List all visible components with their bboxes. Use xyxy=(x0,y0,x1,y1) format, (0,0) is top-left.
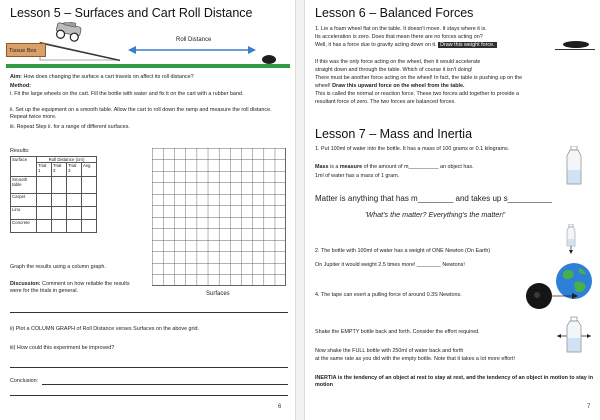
table-line xyxy=(555,49,595,50)
l7-line-4: 4. The tape can exert a pulling force of around 0.3S Newtons. xyxy=(315,292,462,298)
row-label: Smooth table xyxy=(11,177,37,194)
method-step-1: i. Fit the large wheels on the cart. Fill the bottle with water and fix it on the cart with a rubber band. xyxy=(10,91,244,97)
foam-wheel-icon xyxy=(563,41,589,48)
measure-term: measure xyxy=(339,164,363,170)
discussion-label: Discussion: xyxy=(10,281,41,287)
lesson-7-title: Lesson 7 – Mass and Inertia xyxy=(315,127,473,141)
row-label: Carpet xyxy=(11,194,37,207)
aim-text: How does changing the surface a cart travels on affect its roll distance? xyxy=(21,74,194,80)
question-ii: ii) Plot a COLUMN GRAPH of Roll Distance verses Surfaces on the above grid. xyxy=(10,326,200,332)
surfaces-axis-label: Surfaces xyxy=(206,291,230,297)
l6-line-1: 1. Lie a foam wheel flat on the table. It doesn't move. It stays where it is. xyxy=(315,26,487,32)
draw-weight-force-prompt: Draw this weight force. xyxy=(440,42,495,48)
table-row xyxy=(11,220,97,233)
page-number: 6 xyxy=(278,404,282,410)
mass-definition xyxy=(315,164,535,171)
l6-line-7-text: wheel! xyxy=(315,83,333,89)
discussion xyxy=(10,281,138,296)
lesson-5-title: Lesson 5 – Surfaces and Cart Roll Distance xyxy=(10,6,253,20)
l7-line-2: 2. The bottle with 100ml of water has a weight of ONE Newton (On Earth) xyxy=(315,248,491,254)
surface-header: Surface xyxy=(11,157,37,177)
conclusion-label: Conclusion: xyxy=(10,378,39,384)
matter-quote: 'What's the matter? Everything's the matter!' xyxy=(365,210,506,219)
results-label: Results: xyxy=(10,148,30,154)
answer-line xyxy=(10,312,288,313)
page-7 xyxy=(304,0,600,420)
aim xyxy=(10,74,288,81)
trial-1-header: Trial 1 xyxy=(37,163,52,177)
method-label: Method: xyxy=(10,83,31,89)
l6-line-7 xyxy=(315,83,595,90)
graph-instruction: Graph the results using a column graph. xyxy=(10,264,106,270)
shaking-bottle-icon xyxy=(557,316,591,354)
tape-icon xyxy=(519,282,579,310)
l6-line-8: This is called the normal or reaction force. These two forces add together to provide a xyxy=(315,91,519,97)
page-number: 7 xyxy=(587,404,591,410)
inertia-definition xyxy=(315,375,595,390)
mass-of-water: 1ml of water has a mass of 1 gram. xyxy=(315,173,400,179)
l7-line-3: On Jupiter it would weight 2.5 times more! ________ Newtons! xyxy=(315,262,465,268)
bottle-icon xyxy=(563,146,585,186)
l6-line-3 xyxy=(315,42,595,49)
floor-surface xyxy=(6,64,290,68)
answer-line xyxy=(10,367,288,368)
double-arrow-icon xyxy=(128,45,256,55)
roll-distance-header: Roll Distance (cm) xyxy=(37,157,97,163)
l6-line-3-text: Well, it has a force due to gravity acting down on it. xyxy=(315,42,439,48)
lesson-6-title: Lesson 6 – Balanced Forces xyxy=(315,6,474,20)
trial-2-header: Trial 2 xyxy=(52,163,67,177)
cart-icon xyxy=(52,22,86,44)
l6-line-5: straight down and through the table. Which of course it isn't doing! xyxy=(315,67,473,73)
foam-wheel-icon xyxy=(262,55,276,64)
discussion-text: Comment on how reliable the results were for the trials in general. xyxy=(10,281,130,295)
table-row xyxy=(11,207,97,220)
method-step-2: ii. Set up the equipment on a smooth table. Allow the cart to roll down the ramp and measure the roll distance. Repeat twice more. xyxy=(10,107,272,121)
mass-text-1: is a xyxy=(328,164,340,170)
l6-line-4: If this was the only force acting on the wheel, then it would accelerate xyxy=(315,59,481,65)
table-row xyxy=(11,177,97,194)
inertia-text: is the tendency of an object at rest to stay at rest, and the tendency of an object in motion to stay in motion xyxy=(315,375,594,389)
l7-line-1: 1. Put 100ml of water into the bottle. It has a mass of 100 grams or 0.1 kilograms. xyxy=(315,146,510,152)
table-row xyxy=(11,194,97,207)
answer-line xyxy=(10,395,288,396)
row-label: Lino xyxy=(11,207,37,220)
mass-text-2: of the amount of m__________ an object has. xyxy=(362,164,474,170)
graph-grid xyxy=(152,148,286,286)
aim-label: Aim: xyxy=(10,74,22,80)
draw-upward-force-prompt: Draw this upward force on the wheel from the table. xyxy=(332,83,465,89)
answer-line xyxy=(42,384,288,385)
matter-definition: Matter is anything that has m________ and takes up s__________ xyxy=(315,194,553,203)
l7-line-6: Now shake the FULL bottle with 250ml of water back and forth xyxy=(315,348,464,354)
row-label: Concrete xyxy=(11,220,37,233)
question-iii: iii) How could this experiment be improved? xyxy=(10,345,115,351)
page-gutter xyxy=(296,0,304,420)
avg-header: Avg xyxy=(82,163,97,177)
tissue-box: Tissue Box xyxy=(6,43,46,57)
bottle-icon xyxy=(565,224,577,254)
inertia-term: INERTIA xyxy=(315,375,337,381)
l6-line-2: Its acceleration is zero. Does that mean there are no forces acting on? xyxy=(315,34,483,40)
l7-line-5: Shake the EMPTY bottle back and forth. Consider the effort required. xyxy=(315,329,480,335)
l6-line-6: There must be another force acting on the wheel! In fact, the table is pushing up on the xyxy=(315,75,523,81)
l6-line-9: resultant force of zero. The two forces are balanced forces. xyxy=(315,99,456,105)
results-table xyxy=(10,156,97,233)
trial-3-header: Trial 3 xyxy=(67,163,82,177)
mass-term: Mass xyxy=(315,164,329,170)
method-step-3: iii. Repeat Step ii. for a range of different surfaces. xyxy=(10,124,130,130)
roll-distance-label: Roll Distance xyxy=(176,37,212,43)
l7-line-7: at the same rate as you did with the empty bottle. Note that it takes a lot more effort! xyxy=(315,356,516,362)
page-6 xyxy=(0,0,296,420)
